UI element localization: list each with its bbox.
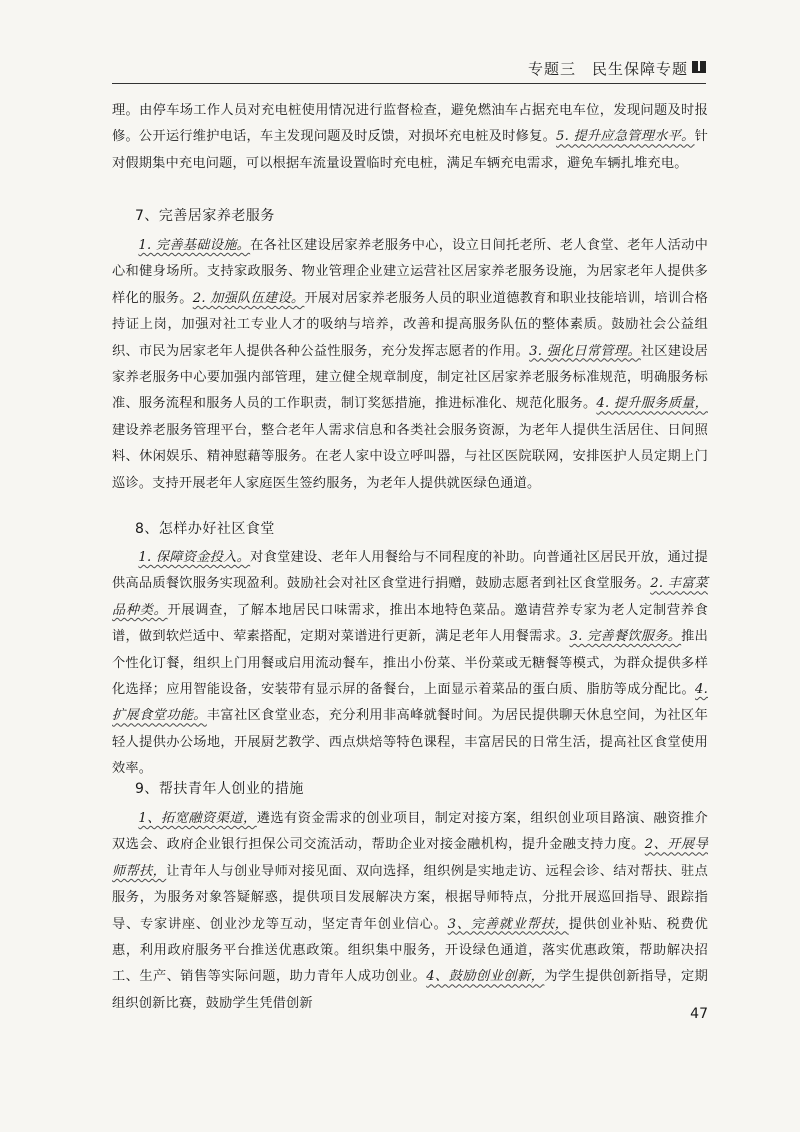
section-7-title: 7、完善居家养老服务	[135, 208, 275, 224]
section-8-title: 8、怎样办好社区食堂	[135, 521, 275, 537]
s8-text-2: 开展调查，了解本地居民口味需求，推出本地特色菜品。邀请营养专家为老人定制营养食谱，做到软烂适中、荤素搭配，定期对菜谱进行更新，满足老年人用餐需求。	[112, 602, 709, 645]
section-9-title: 9、帮扶青年人创业的措施	[135, 781, 304, 797]
page-number: 47	[690, 1006, 708, 1022]
s8-heading-4: 4. 扩展食堂功能。	[112, 682, 708, 724]
s7-text-2: 开展对居家养老服务人员的职业道德教育和职业技能培训，培训合格持证上岗，加强对社工专业人才的吸纳与培养，改善和提高服务队伍的整体素质。鼓励社会公益组织、市民为居家老年人提供各种公益性服务，充分发挥志愿者的作用。	[112, 290, 709, 359]
s8-text-4: 丰富社区食堂业态，充分利用非高峰就餐时间。为居民提供聊天休息空间，为社区年轻人提供办公场地，开展厨艺教学、西点烘焙等特色课程，丰富居民的日常生活，提高社区食堂使用效率。	[112, 708, 708, 777]
s7-text-3: 社区建设居家养老服务中心要加强内部管理，建立健全规章制度，制定社区居家养老服务标准规范，明确服务标准、服务流程和服务人员的工作职责，制订奖惩措施，推进标准化、规范化服务。	[112, 343, 708, 412]
s7-heading-4: 4. 提升服务质量，	[596, 396, 708, 412]
s9-heading-4: 4、鼓励创业创新，	[426, 969, 545, 985]
book-icon	[692, 60, 706, 74]
s7-heading-1: 1. 完善基础设施。	[138, 238, 251, 253]
s7-text-4: 建设养老服务管理平台，整合老年人需求信息和各类社会服务资源，为老年人提供生活居住、日间照料、休闲娱乐、精神慰藉等服务。在老人家中设立呼叫器，与社区医院联网，安排医护人员定期上门巡诊。支持开展老年人家庭医生签约服务，为老年人提供就医绿色通道。	[112, 422, 708, 491]
intro-text-2: 针对假期集中充电问题，可以根据车流量设置临时充电桩，满足车辆充电需求，避免车辆扎堆充电。	[112, 129, 708, 171]
s9-text-3: 提供创业补贴、税费优惠，利用政府服务平台推送优惠政策。组织集中服务，开设绿色通道，落实优惠政策，帮助解决招工、生产、销售等实际问题，助力青年人成功创业。	[112, 916, 708, 985]
s8-heading-1: 1. 保障资金投入。	[138, 550, 251, 565]
s9-text-2: 让青年人与创业导师对接见面、双向选择，组织例是实地走访、远程会诊、结对帮扶、驻点服务，为服务对象答疑解惑，提供项目发展解决方案，根据导师特点，分批开展巡回指导、跟踪指导、专家讲座、创业沙龙等互动，坚定青年创业信心。	[112, 863, 708, 932]
intro-text-1: 理。由停车场工作人员对充电桩使用情况进行监督检查，避免燃油车占据充电车位，发现问题及时报修。公开运行维护电话，车主发现问题及时反馈，对损坏充电桩及时修复。	[112, 103, 708, 145]
section-7-body	[112, 233, 708, 497]
s9-heading-2: 2、开展导师帮扶，	[112, 837, 709, 879]
s9-text-4: 为学生提供创新指导，定期组织创新比赛，鼓励学生凭借创新	[112, 969, 708, 1011]
s7-text-1: 在各社区建设居家养老服务中心，设立日间托老所、老人食堂、老年人活动中心和健身场所。支持家政服务、物业管理企业建立运营社区居家养老服务设施，为居家老年人提供多样化的服务。	[112, 238, 709, 306]
s9-heading-3: 3、完善就业帮扶，	[447, 916, 569, 932]
s9-text-1: 遴选有资金需求的创业项目，制定对接方案，组织创业项目路演、融资推介双选会、政府企业银行担保公司交流活动，帮助企业对接金融机构，提升金融支持力度。	[112, 811, 708, 853]
s8-heading-2: 2. 丰富菜品种类。	[112, 576, 708, 618]
section-9-body	[112, 806, 708, 1017]
intro-paragraph	[112, 98, 708, 177]
s7-heading-3: 3. 强化日常管理。	[529, 343, 641, 359]
s8-heading-3: 3. 完善餐饮服务。	[569, 629, 682, 645]
s8-text-1: 对食堂建设、老年人用餐给与不同程度的补助。向普通社区居民开放，通过提供高品质餐饮服务实现盈利。鼓励社会对社区食堂进行捐赠，鼓励志愿者到社区食堂服务。	[112, 550, 709, 592]
intro-heading-5: 5. 提升应急管理水平。	[556, 129, 695, 145]
s7-heading-2: 2. 加强队伍建设。	[192, 290, 305, 306]
header-title: 专题三 民生保障专题	[527, 60, 688, 78]
running-header	[0, 56, 800, 84]
s9-heading-1: 1、拓宽融资渠道，	[138, 811, 257, 826]
s8-text-3: 推出个性化订餐，组织上门用餐或启用流动餐车，推出小份菜、半份菜或无糖餐等模式，为群众提供多样化选择；应用智能设备，安装带有显示屏的备餐台，上面显示着菜品的蛋白质、脂肪等成分配比。	[112, 629, 709, 698]
header-rule	[112, 83, 706, 84]
section-8-body	[112, 545, 708, 783]
